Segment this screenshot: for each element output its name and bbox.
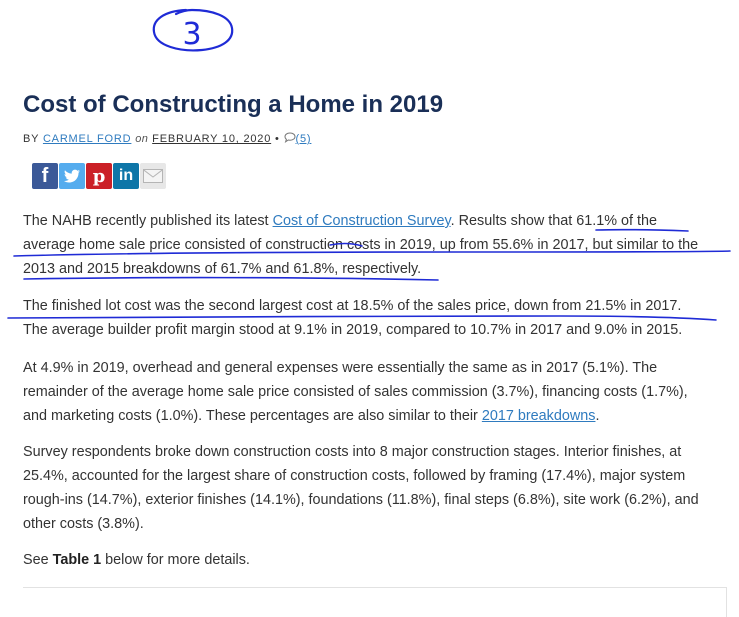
paragraph-see-table [23, 548, 733, 572]
cost-of-construction-survey-link[interactable]: Cost of Construction Survey [272, 213, 451, 229]
handwritten-number-annotation [146, 6, 236, 54]
paragraph-construction-share [23, 209, 733, 281]
pinterest-share-button[interactable] [86, 163, 112, 189]
comment-count[interactable]: (5) [295, 133, 312, 145]
twitter-share-button[interactable] [59, 163, 85, 189]
p1-line-2: average home sale price consisted of construction costs in 2019, up from 55.6% in 2017, but similar to the [23, 237, 699, 253]
p1-line-3: 2013 and 2015 breakdowns of 61.7% and 61.8%, respectively. [23, 261, 422, 277]
p4-line-1: Survey respondents broke down construction costs into 8 major construction stages. Interior finishes, at [23, 444, 682, 460]
2017-breakdowns-link[interactable]: 2017 breakdowns [481, 408, 596, 424]
table-1-reference: Table 1 [52, 552, 102, 568]
p3-line-1: At 4.9% in 2019, overhead and general expenses were essentially the same as in 2017 (5.1%). The [23, 360, 658, 376]
email-share-button[interactable] [140, 163, 166, 189]
p5-text-a: See [23, 552, 53, 568]
comment-bubble-icon [284, 132, 296, 143]
linkedin-share-button[interactable] [113, 163, 139, 189]
article-title: Cost of Constructing a Home in 2019 [23, 91, 444, 118]
twitter-icon [63, 169, 81, 184]
facebook-share-button[interactable] [32, 163, 58, 189]
paragraph-construction-stages [23, 440, 733, 536]
p1-text-a: The NAHB recently published its latest [23, 213, 273, 229]
p2-line-1: The finished lot cost was the second largest cost at 18.5% of the sales price, down from 21.5% in 2017. [23, 298, 682, 314]
p3-text-b: . [595, 408, 600, 424]
pinterest-icon: p [92, 165, 106, 187]
p1-text-b: . Results show that 61.1% of the [450, 213, 658, 229]
byline-by: BY [23, 133, 40, 145]
table-frame-edge [726, 587, 727, 617]
p5-text-b: below for more details. [101, 552, 250, 568]
share-buttons [32, 163, 166, 189]
p2-line-2: The average builder profit margin stood at 9.1% in 2019, compared to 10.7% in 2017 and 9.0% in 2015. [23, 322, 683, 338]
p3-text-a: and marketing costs (1.0%). These percentages are also similar to their [23, 408, 482, 424]
p4-line-2: 25.4%, accounted for the largest share of construction costs, followed by framing (17.4%), major system [23, 468, 686, 484]
linkedin-icon: in [118, 167, 134, 184]
p4-line-4: other costs (3.8%). [23, 516, 144, 532]
facebook-icon: f [41, 164, 49, 187]
p4-line-3: rough-ins (14.7%), exterior finishes (14.1%), foundations (11.8%), final steps (6.8%), site work (6.2%), and [23, 492, 699, 508]
paragraph-lot-cost [23, 294, 733, 342]
author-link[interactable]: CARMEL FORD [42, 133, 132, 145]
byline [23, 132, 311, 145]
paragraph-overhead [23, 356, 733, 428]
comments-link[interactable] [284, 133, 312, 145]
content-divider [23, 587, 727, 588]
byline-bullet: • [275, 133, 280, 145]
envelope-icon [143, 169, 163, 183]
p3-line-2: remainder of the average home sale price consisted of sales commission (3.7%), financing costs (1.7%), [23, 384, 688, 400]
annotation-number: 3 [182, 17, 202, 52]
publish-date[interactable]: FEBRUARY 10, 2020 [152, 133, 272, 145]
byline-on: on [135, 133, 149, 145]
